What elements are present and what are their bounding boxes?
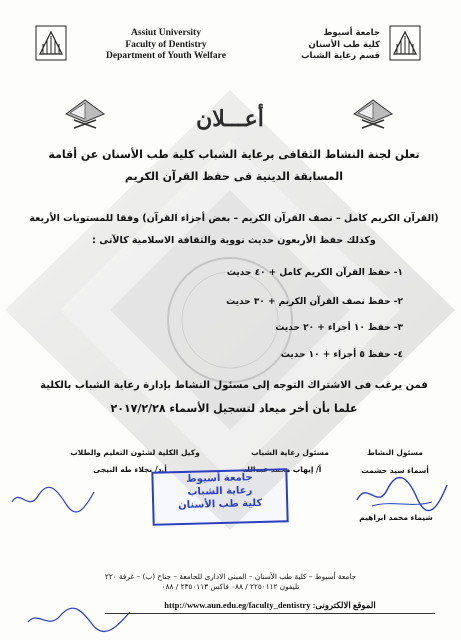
footer-divider (105, 613, 435, 614)
quran-stand-icon (62, 92, 108, 130)
intro-line-2: المسابقة الدينية فى حفظ القرآن الكريم (124, 170, 344, 183)
stamp-line: جامعة أسيوط (186, 472, 253, 485)
faculty-logo-icon (388, 24, 422, 62)
footer-phone: تليفون ٢٢٥٠١١٢ / ٠٨٨ فاكس ٢٣٥٠١١٣ / ٠٨٨ (161, 582, 300, 591)
ar-line-department: قسم رعاية الشباب (301, 51, 380, 61)
footer-address: جامعة أسيوط – كلية طب الأسنان – المبنى الادارى للجامعة – جناح (ب) – غرفة ٢٢٠ (104, 572, 357, 581)
activity-officer-title: مسئول النشاط (367, 448, 423, 457)
level-item: ٤- حفظ ٥ أجزاء + ١٠ حديث (280, 350, 403, 360)
vice-dean-title: وكيل الكلية لشئون التعليم والطلاب (70, 448, 200, 457)
level-item: ٢- حفظ نصف القرآن الكريم + ٣٠ حديث (226, 297, 403, 307)
vice-dean-name: أ.د/ نجلاء طه النيجى (93, 465, 167, 474)
ar-line-faculty: كلية طب الأسنان (308, 39, 380, 50)
quran-stand-icon (350, 92, 396, 130)
en-line-faculty: Faculty of Dentistry (125, 39, 207, 50)
footer (0, 572, 461, 610)
signature-scribble (8, 482, 98, 516)
official-stamp (151, 468, 288, 526)
footer-url-label: الموقع الالكترونى (315, 600, 376, 610)
youth-officer-title: مسئول رعاية الشباب (251, 448, 329, 457)
closing-deadline: علما بأن أخر ميعاد لتسجيل الأسماء ٢٠١٧/٢/٢٨ (110, 402, 358, 415)
intro-line-4: وكذلك حفظ الأربعون حديث نووية والثقافة الاسلامية كالآتى : (92, 235, 376, 246)
letterhead-arabic (286, 28, 380, 63)
signature-scribble (352, 470, 452, 514)
level-item: ٣- حفظ ١٠ أجزاء + ٢٠ حديث (275, 323, 403, 333)
en-line-university: Assiut University (131, 28, 201, 38)
announcement-title: أعـــلان (196, 106, 264, 132)
letterhead-english (86, 28, 246, 63)
level-item: ١- حفظ القرآن الكريم كامل + ٤٠ حديث (226, 268, 403, 278)
intro-line-1: تعلن لجنة النشاط الثقافى برعاية الشباب كلية طب الأسنان عن أقامة (48, 148, 420, 161)
ar-line-university: جامعة أسيوط (323, 28, 380, 38)
university-logo-icon (34, 24, 68, 62)
en-line-department: Department of Youth Welfare (106, 51, 226, 61)
footer-website: الموقع الالكترونى: http://www.aun.edu.eg/faculty_dentistry (164, 600, 376, 610)
stamp-line: رعاية الشباب (187, 485, 253, 498)
intro-line-3: (القرآن الكريم كامل – نصف القرآن الكريم – بعض أجزاء القرآن) وفقا للمستويات الأربعة (29, 213, 439, 224)
closing-line-1: فمن يرغب فى الاشتراك التوجه إلى مسئول النشاط بإدارة رعاية الشباب بالكلية (40, 380, 428, 391)
extra-signatory-name: شيماء محمد ابراهيم (359, 513, 433, 522)
youth-officer-name: أ/ إيهاب محمد عبدالله (242, 465, 322, 474)
stamp-line: كلية طب الأسنان (178, 497, 263, 512)
footer-url[interactable]: http://www.aun.edu.eg/faculty_dentistry (164, 600, 311, 610)
letterhead (0, 18, 461, 74)
activity-officer-name: أسماء سيد حشمت (361, 466, 429, 475)
